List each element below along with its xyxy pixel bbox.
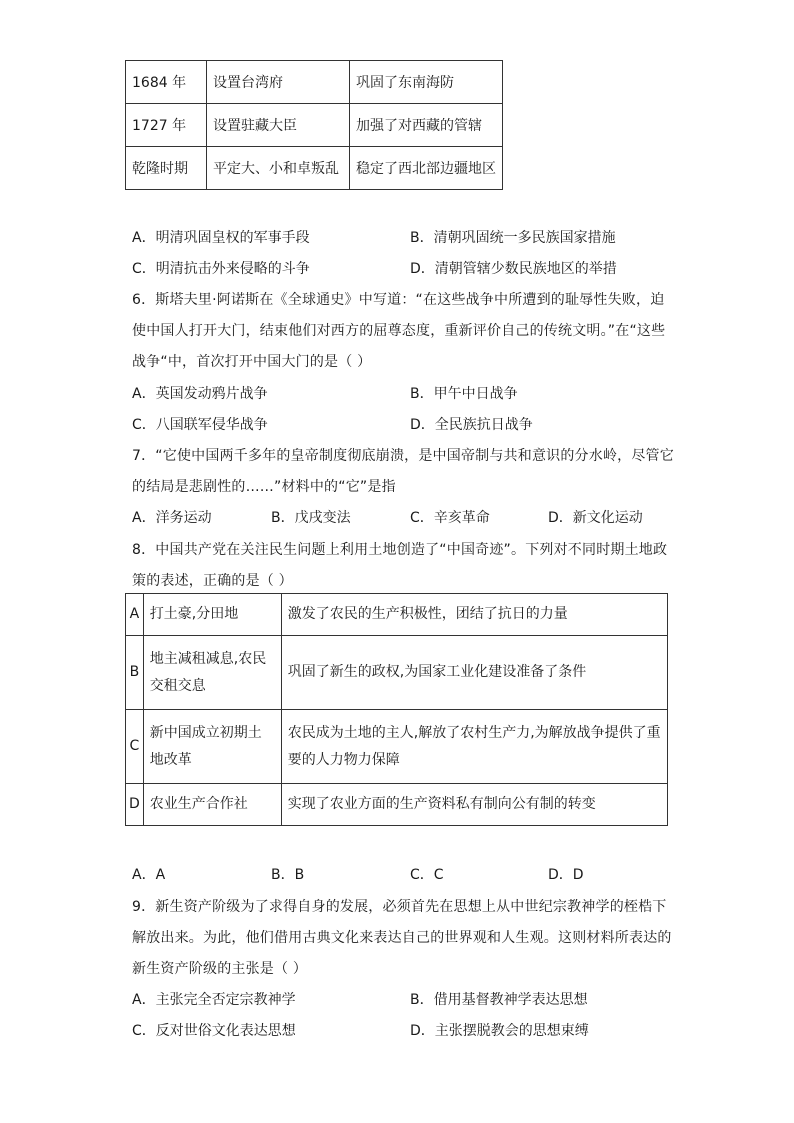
table-cell: 稳定了西北部边疆地区: [350, 147, 503, 190]
row-key: A: [126, 594, 144, 636]
q6-option-a: A．英国发动鸦片战争: [132, 386, 268, 402]
q9-option-b: B．借用基督教神学表达思想: [410, 992, 588, 1008]
q7-option-a: A．洋务运动: [132, 510, 212, 526]
table-row: [126, 710, 668, 784]
q8-option-d: D．D: [548, 867, 584, 883]
row-key: C: [126, 710, 144, 784]
table-row: [126, 594, 668, 636]
q9-stem-line: 解放出来。为此，他们借用古典文化来表达自己的世界观和人生观。这则材料所表达的: [132, 930, 672, 946]
q9-option-a: A．主张完全否定宗教神学: [132, 992, 296, 1008]
table-cell: 设置驻藏大臣: [207, 104, 350, 147]
q7-option-d: D．新文化运动: [548, 510, 643, 526]
effect-cell: 实现了农业方面的生产资料私有制向公有制的转变: [281, 784, 667, 826]
q7-option-c: C．辛亥革命: [410, 510, 490, 526]
table-cell: 1727 年: [126, 104, 207, 147]
q7-option-b: B．戊戌变法: [271, 510, 351, 526]
table-row: [126, 61, 503, 104]
land-policy-table: [125, 593, 668, 826]
q6-option-d: D．全民族抗日战争: [410, 417, 533, 433]
q6-option-c: C．八国联军侵华战争: [132, 417, 268, 433]
q9-option-d: D．主张摆脱教会的思想束缚: [410, 1023, 589, 1039]
table-cell: 加强了对西藏的管辖: [350, 104, 503, 147]
q6-option-b: B．甲午中日战争: [410, 386, 518, 402]
q6-stem-line: 6．斯塔夫里·阿诺斯在《全球通史》中写道：“在这些战争中所遭到的耻辱性失败，迫: [132, 292, 665, 308]
q5-option-a: A．明清巩固皇权的军事手段: [132, 230, 310, 246]
q6-stem-line: 使中国人打开大门，结束他们对西方的屈尊态度，重新评价自己的传统文明。”在“这些: [132, 323, 666, 339]
row-key: D: [126, 784, 144, 826]
table-row: [126, 147, 503, 190]
q8-stem-line: 策的表述，正确的是（ ）: [132, 573, 293, 589]
q5-option-d: D．清朝管辖少数民族地区的举措: [410, 261, 617, 277]
table-cell: 设置台湾府: [207, 61, 350, 104]
policy-cell: 打土豪,分田地: [143, 594, 281, 636]
q5-option-b: B．清朝巩固统一多民族国家措施: [410, 230, 616, 246]
policy-cell: 地主减租减息,农民交租交息: [143, 636, 281, 710]
q8-option-b: B．B: [271, 867, 305, 883]
table-cell: 巩固了东南海防: [350, 61, 503, 104]
effect-cell: 农民成为土地的主人,解放了农村生产力,为解放战争提供了重要的人力物力保障: [281, 710, 667, 784]
table-row: [126, 784, 668, 826]
table-row: [126, 636, 668, 710]
q8-option-a: A．A: [132, 867, 166, 883]
q8-option-c: C．C: [410, 867, 444, 883]
table-row: [126, 104, 503, 147]
qing-policy-table: [125, 60, 503, 190]
effect-cell: 巩固了新生的政权,为国家工业化建设准备了条件: [281, 636, 667, 710]
q7-stem-line: 7．“它使中国两千多年的皇帝制度彻底崩溃，是中国帝制与共和意识的分水岭，尽管它: [132, 448, 674, 464]
policy-cell: 新中国成立初期土地改革: [143, 710, 281, 784]
q6-stem-line: 战争“中，首次打开中国大门的是（ ）: [132, 354, 372, 370]
q9-stem-line: 9．新生资产阶级为了求得自身的发展，必须首先在思想上从中世纪宗教神学的桎梏下: [132, 899, 667, 915]
q7-stem-line: 的结局是悲剧性的……”材料中的“它”是指: [132, 479, 396, 495]
row-key: B: [126, 636, 144, 710]
policy-cell: 农业生产合作社: [143, 784, 281, 826]
table-cell: 1684 年: [126, 61, 207, 104]
q8-stem-line: 8．中国共产党在关注民生问题上利用土地创造了“中国奇迹”。下列对不同时期土地政: [132, 542, 668, 558]
q9-stem-line: 新生资产阶级的主张是（ ）: [132, 961, 308, 977]
table-cell: 乾隆时期: [126, 147, 207, 190]
q5-option-c: C．明清抗击外来侵略的斗争: [132, 261, 310, 277]
effect-cell: 激发了农民的生产积极性，团结了抗日的力量: [281, 594, 667, 636]
table-cell: 平定大、小和卓叛乱: [207, 147, 350, 190]
q9-option-c: C．反对世俗文化表达思想: [132, 1023, 296, 1039]
